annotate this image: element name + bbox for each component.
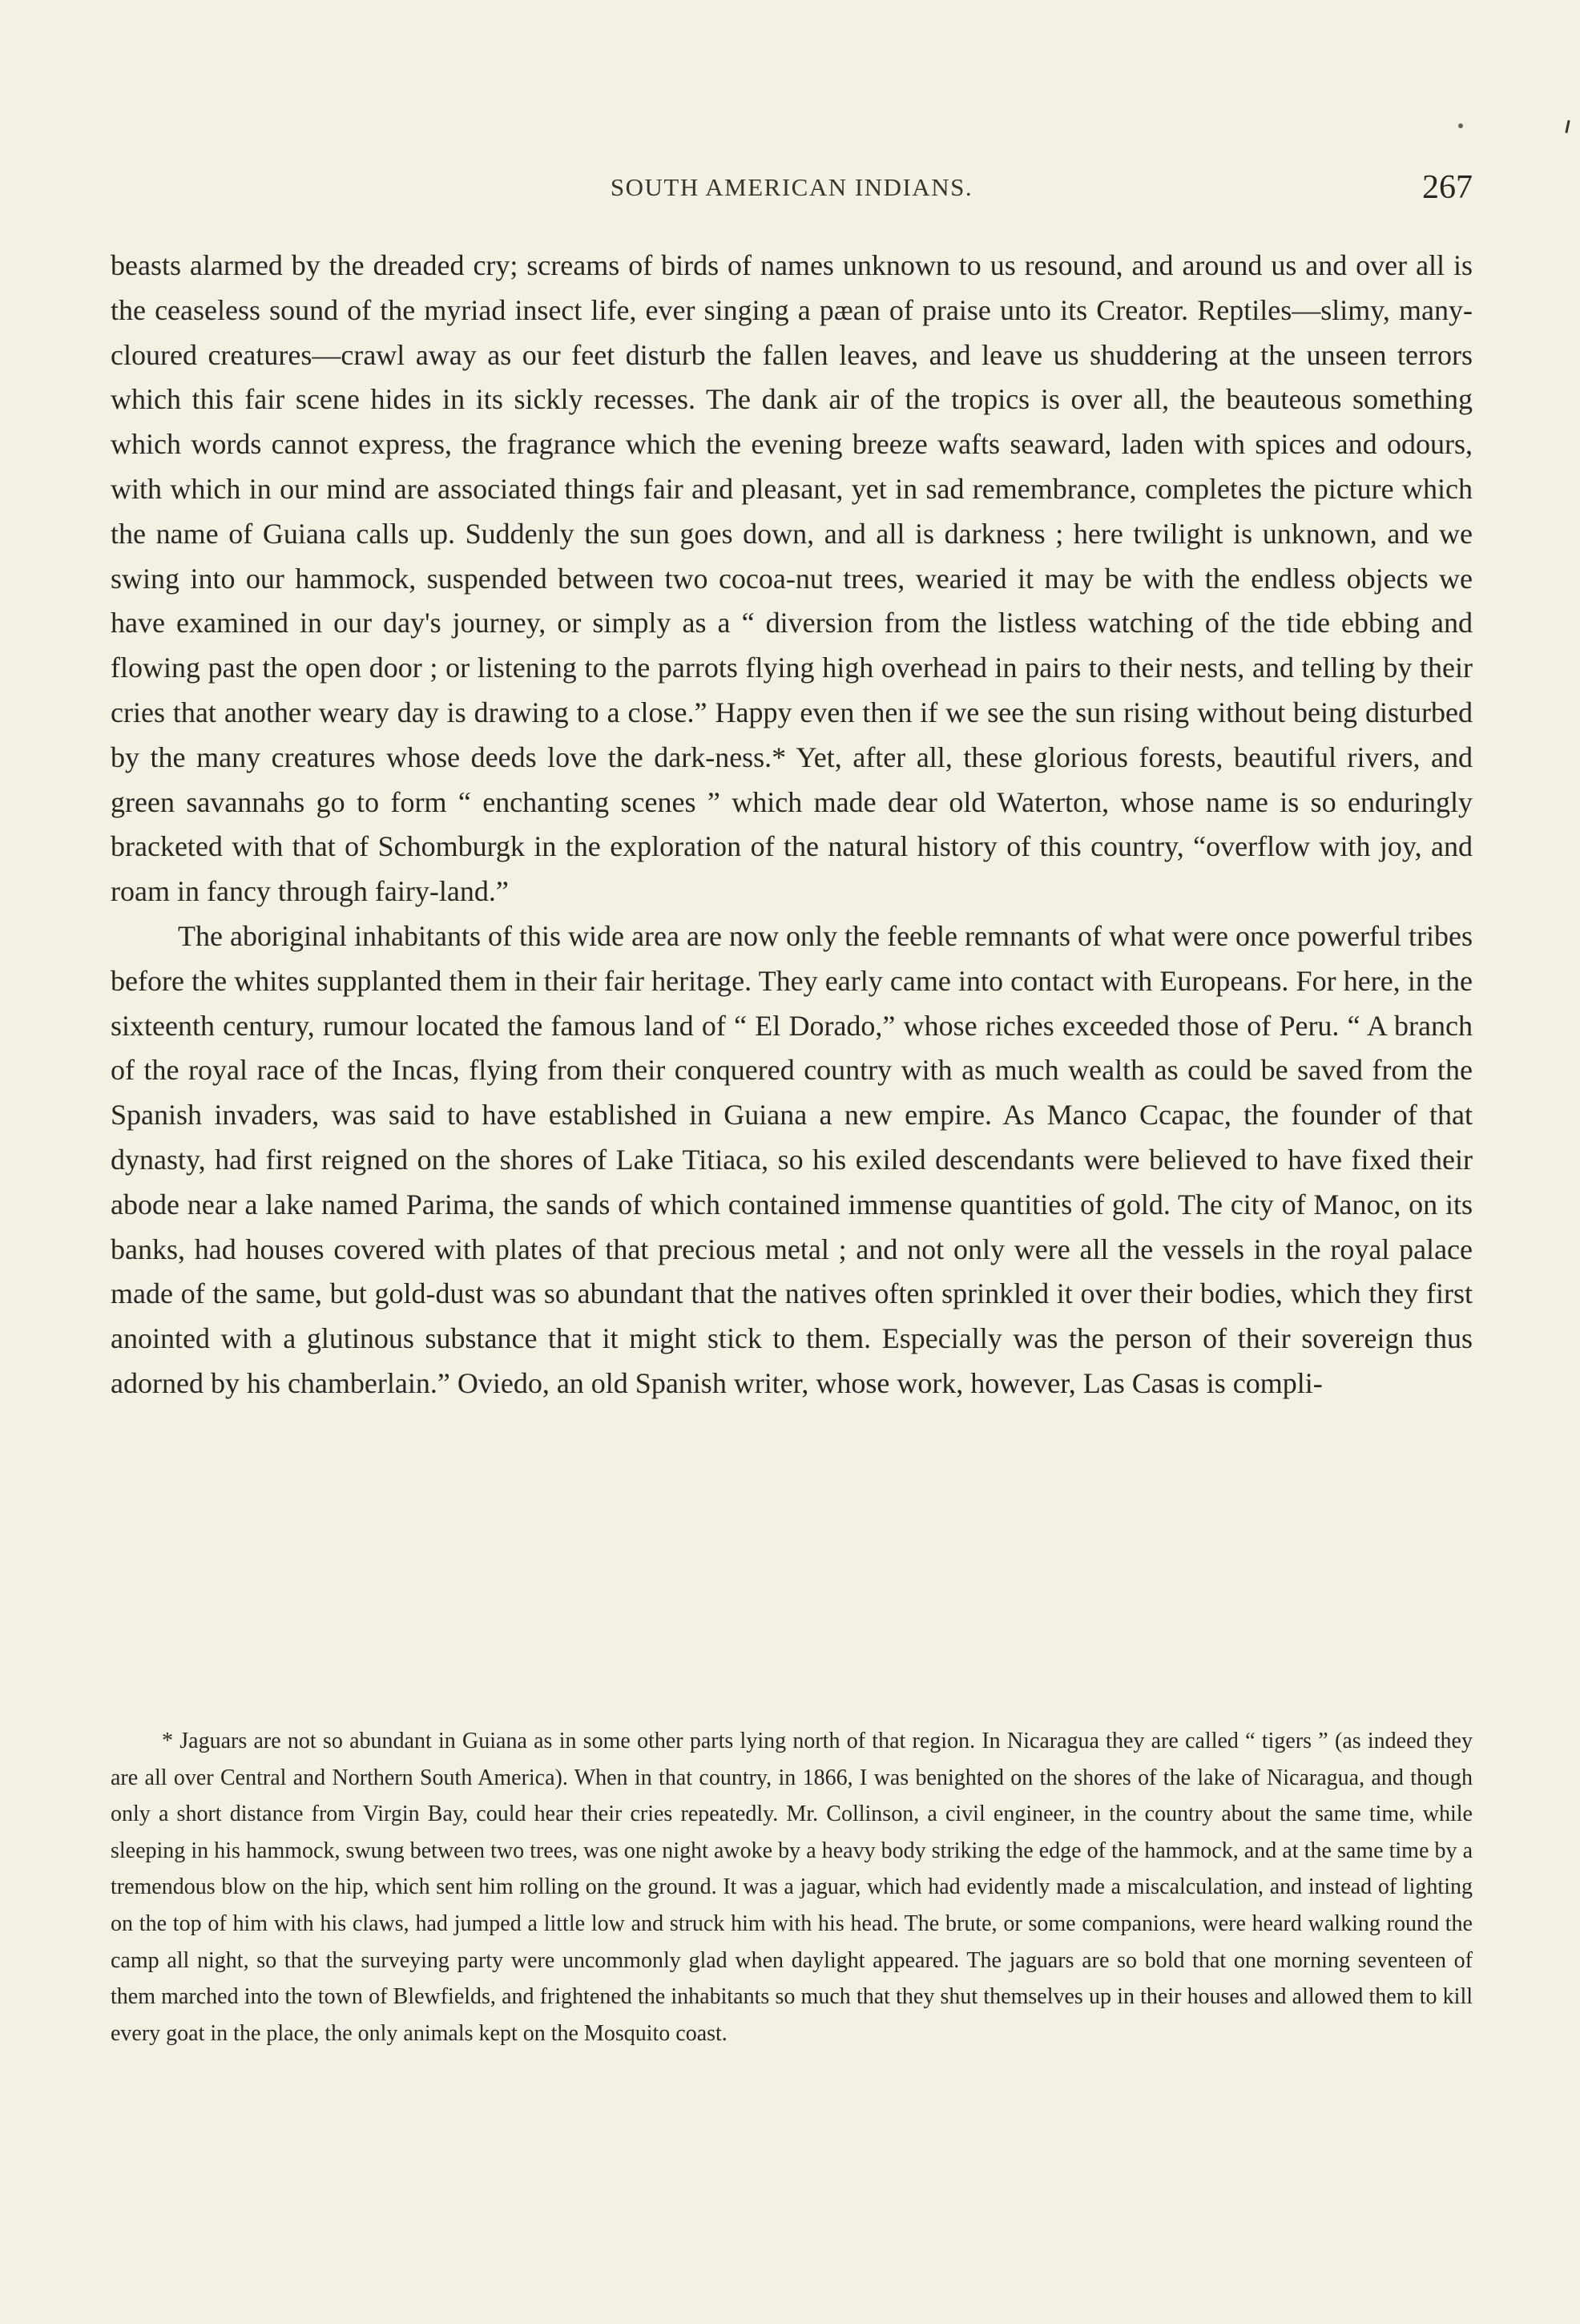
paragraph-1: beasts alarmed by the dreaded cry; screams of birds of names unknown to us resound, and around us and over all is the ceaseless sound of the myriad insect life, ever singing a pæan of praise unto its Creator. Reptiles—slimy, many-cloured creatures—crawl away as our feet disturb the fallen leaves, and leave us shuddering at the unseen terrors which this fair scene hides in its sickly recesses. The dank air of the tropics is over all, the beauteous something which words cannot express, the fragrance which the evening breeze wafts seaward, laden with spices and odours, with which in our mind are associated things fair and pleasant, yet in sad remembrance, completes the picture which the name of Guiana calls up. Suddenly the sun goes down, and all is darkness ; here twilight is unknown, and we swing into our hammock, suspended between two cocoa-nut trees, wearied it may be with the endless objects we have examined in our day's journey, or simply as a “ diversion from the listless watching of the tide ebbing and flowing past the open door ; or listening to the parrots flying high overhead in pairs to their nests, and telling by their cries that another weary day is drawing to a close.” Happy even then if we see the sun rising without being disturbed by the many creatures whose deeds love the dark-ness.* Yet, after all, these glorious forests, beautiful rivers, and green savannahs go to form “ enchanting scenes ” which made dear old Waterton, whose name is so enduringly bracketed with that of Schomburgk in the exploration of the natural history of this country, “overflow with joy, and roam in fancy through fairy-land.” — [111, 249, 1473, 908]
footnote — [111, 1723, 1473, 2052]
paragraph-2: The aboriginal inhabitants of this wide area are now only the feeble remnants of what were once powerful tribes before the whites supplanted them in their fair heritage. They early came into contact with Europeans. For here, in the sixteenth century, rumour located the famous land of “ El Dorado,” whose riches exceeded those of Peru. “ A branch of the royal race of the Incas, flying from their conquered country with as much wealth as could be saved from the Spanish invaders, was said to have established in Guiana a new empire. As Manco Ccapac, the founder of that dynasty, had first reigned on the shores of Lake Titiaca, so his exiled descendants were believed to have fixed their abode near a lake named Parima, the sands of which contained immense quantities of gold. The city of Manoc, on its banks, had houses covered with plates of that precious metal ; and not only were all the vessels in the royal palace made of the same, but gold-dust was so abundant that the natives often sprinkled it over their bodies, which they first anointed with a glutinous substance that it might stick to them. Especially was the person of their sovereign thus adorned by his chamberlain.” Oviedo, an old Spanish writer, whose work, however, Las Casas is compli- — [111, 919, 1473, 1399]
edge-mark — [1565, 120, 1570, 133]
ink-speck — [1458, 123, 1463, 128]
main-text — [111, 244, 1473, 1406]
running-title: SOUTH AMERICAN INDIANS. — [610, 173, 973, 201]
page-header — [111, 168, 1473, 216]
footnote-text: * Jaguars are not so abundant in Guiana as in some other parts lying north of that region. In Nicaragua they are called “ tigers ” (as indeed they are all over Central and Northern South America). When in that country, in 1866, I was benighted on the shores of the lake of Nicaragua, and though only a short distance from Virgin Bay, could hear their cries repeatedly. Mr. Collinson, a civil engineer, in the country about the same time, while sleeping in his hammock, swung between two trees, was one night awoke by a heavy body striking the edge of the hammock, and at the same time by a tremendous blow on the hip, which sent him rolling on the ground. It was a jaguar, which had evidently made a miscalculation, and instead of lighting on the top of him with his claws, had jumped a little low and struck him with his head. The brute, or some companions, were heard walking round the camp all night, so that the surveying party were uncommonly glad when daylight appeared. The jaguars are so bold that one morning seventeen of them marched into the town of Blewfields, and frightened the inhabitants so much that they shut themselves up in their houses and allowed them to kill every goat in the place, the only animals kept on the Mosquito coast. — [111, 1729, 1473, 2046]
page-number: 267 — [1422, 169, 1473, 206]
